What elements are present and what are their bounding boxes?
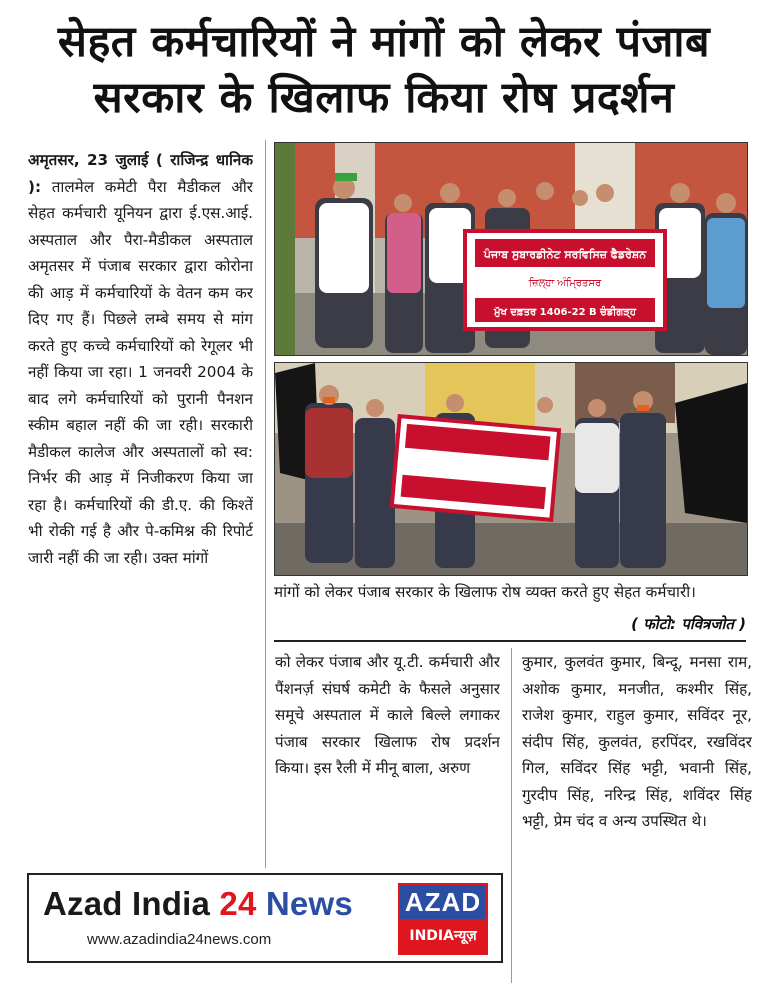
brand-part-2: 24 [219,885,257,922]
protest-photo-2 [274,362,748,576]
website-link[interactable]: www.azadindia24news.com [87,931,272,948]
article-text-1: तालमेल कमेटी पैरा मैडीकल और सेहत कर्मचारी यूनियन द्वारा ई.एस.आई. अस्पताल और पैरा-मैडीकल अस्पताल अमृतसर में पंजाब सरकार द्वारा कोरोना की आड़ में कर्मचारियों के वेतन कम कर दिए गए हैं। पिछले लम्बे समय से मांग करते हुए कच्चे कर्मचारियों को रेगूलर भी नहीं किया जा रहा। 1 जनवरी 2004 के बाद लगे कर्मचारियों को पुरानी पैनशन स्कीम बहाल नहीं की जा रही। सरकारी मैडीकल कालेज और अस्पतालों को स्व: निर्भर की आड़ में निजीकरण किया जा रहा है। कर्मचारियों की डी.ए. की किश्तें भी रोकी गई है और पे-कमिश्न की रिपोर्ट जारी नहीं की जा रही। उक्त मांगों [28,177,253,567]
brand-part-3: News [265,885,353,922]
brand-name [43,885,353,923]
column-divider [265,140,266,868]
dateline: अमृतसर, 23 जुलाई ( राजिन्द्र धानिक ): [28,151,253,196]
headline-line-2: सरकार के खिलाफ किया रोष प्रदर्शन [93,73,675,123]
emblem-bottom: INDIAन्यूज़ [400,919,486,953]
headline-line-1: सेहत कर्मचारियों ने मांगों को लेकर पंजाब [57,17,711,67]
banner-line-1: ਪੰਜਾਬ ਸੁਬਾਰਡੀਨੇਟ ਸਰਵਿਸਿਜ਼ ਫੈਡਰੇਸ਼ਨ [483,248,647,261]
protest-photo-1 [274,142,748,356]
photo-caption: मांगों को लेकर पंजाब सरकार के खिलाफ रोष व्यक्त करते हुए सेहत कर्मचारी। [274,583,696,601]
banner-line-3: ਮੁੱਖ ਦਫ਼ਤਰ 1406-22 B ਚੰਡੀਗੜ੍ਹ [493,307,637,318]
brand-part-1: Azad India [43,885,211,922]
article-column-1 [28,147,253,867]
photo-credit: ( फोटो: पवित्रजोत ) [631,615,746,633]
headline [0,14,768,126]
column-divider [511,648,512,983]
emblem-top: AZAD [400,885,486,919]
article-column-2: को लेकर पंजाब और यू.टी. कर्मचारी और पैंशनर्ज़ संघर्ष कमेटी के फैसले अनुसार समूचे अस्पताल में काले बिल्ले लगाकर पंजाब सरकार खिलाफ रोष प्रदर्शन किया। इस रैली में मीनू बाला, अरुण [275,653,500,777]
caption-rule [274,640,746,642]
banner-line-2: ਜ਼ਿਲ੍ਹਾ ਅੰਮ੍ਰਿਤਸਰ [528,278,602,289]
brand-emblem-icon [398,883,488,955]
footer-logo [27,873,503,963]
article-column-3: कुमार, कुलवंत कुमार, बिन्दू, मनसा राम, अशोक कुमार, मनजीत, कश्मीर सिंह, राजेश कुमार, राहुल कुमार, सविंदर नूर, संदीप सिंह, कुलवंत, हरपिंदर, रखविंदर गिल, सविंदर सिंह भट्टी, भवानी सिंह, गुरदीप सिंह, नरिन्द्र सिंह, शविंदर सिंह भट्टी, प्रेम चंद व अन्य उपस्थित थे। [522,653,752,830]
